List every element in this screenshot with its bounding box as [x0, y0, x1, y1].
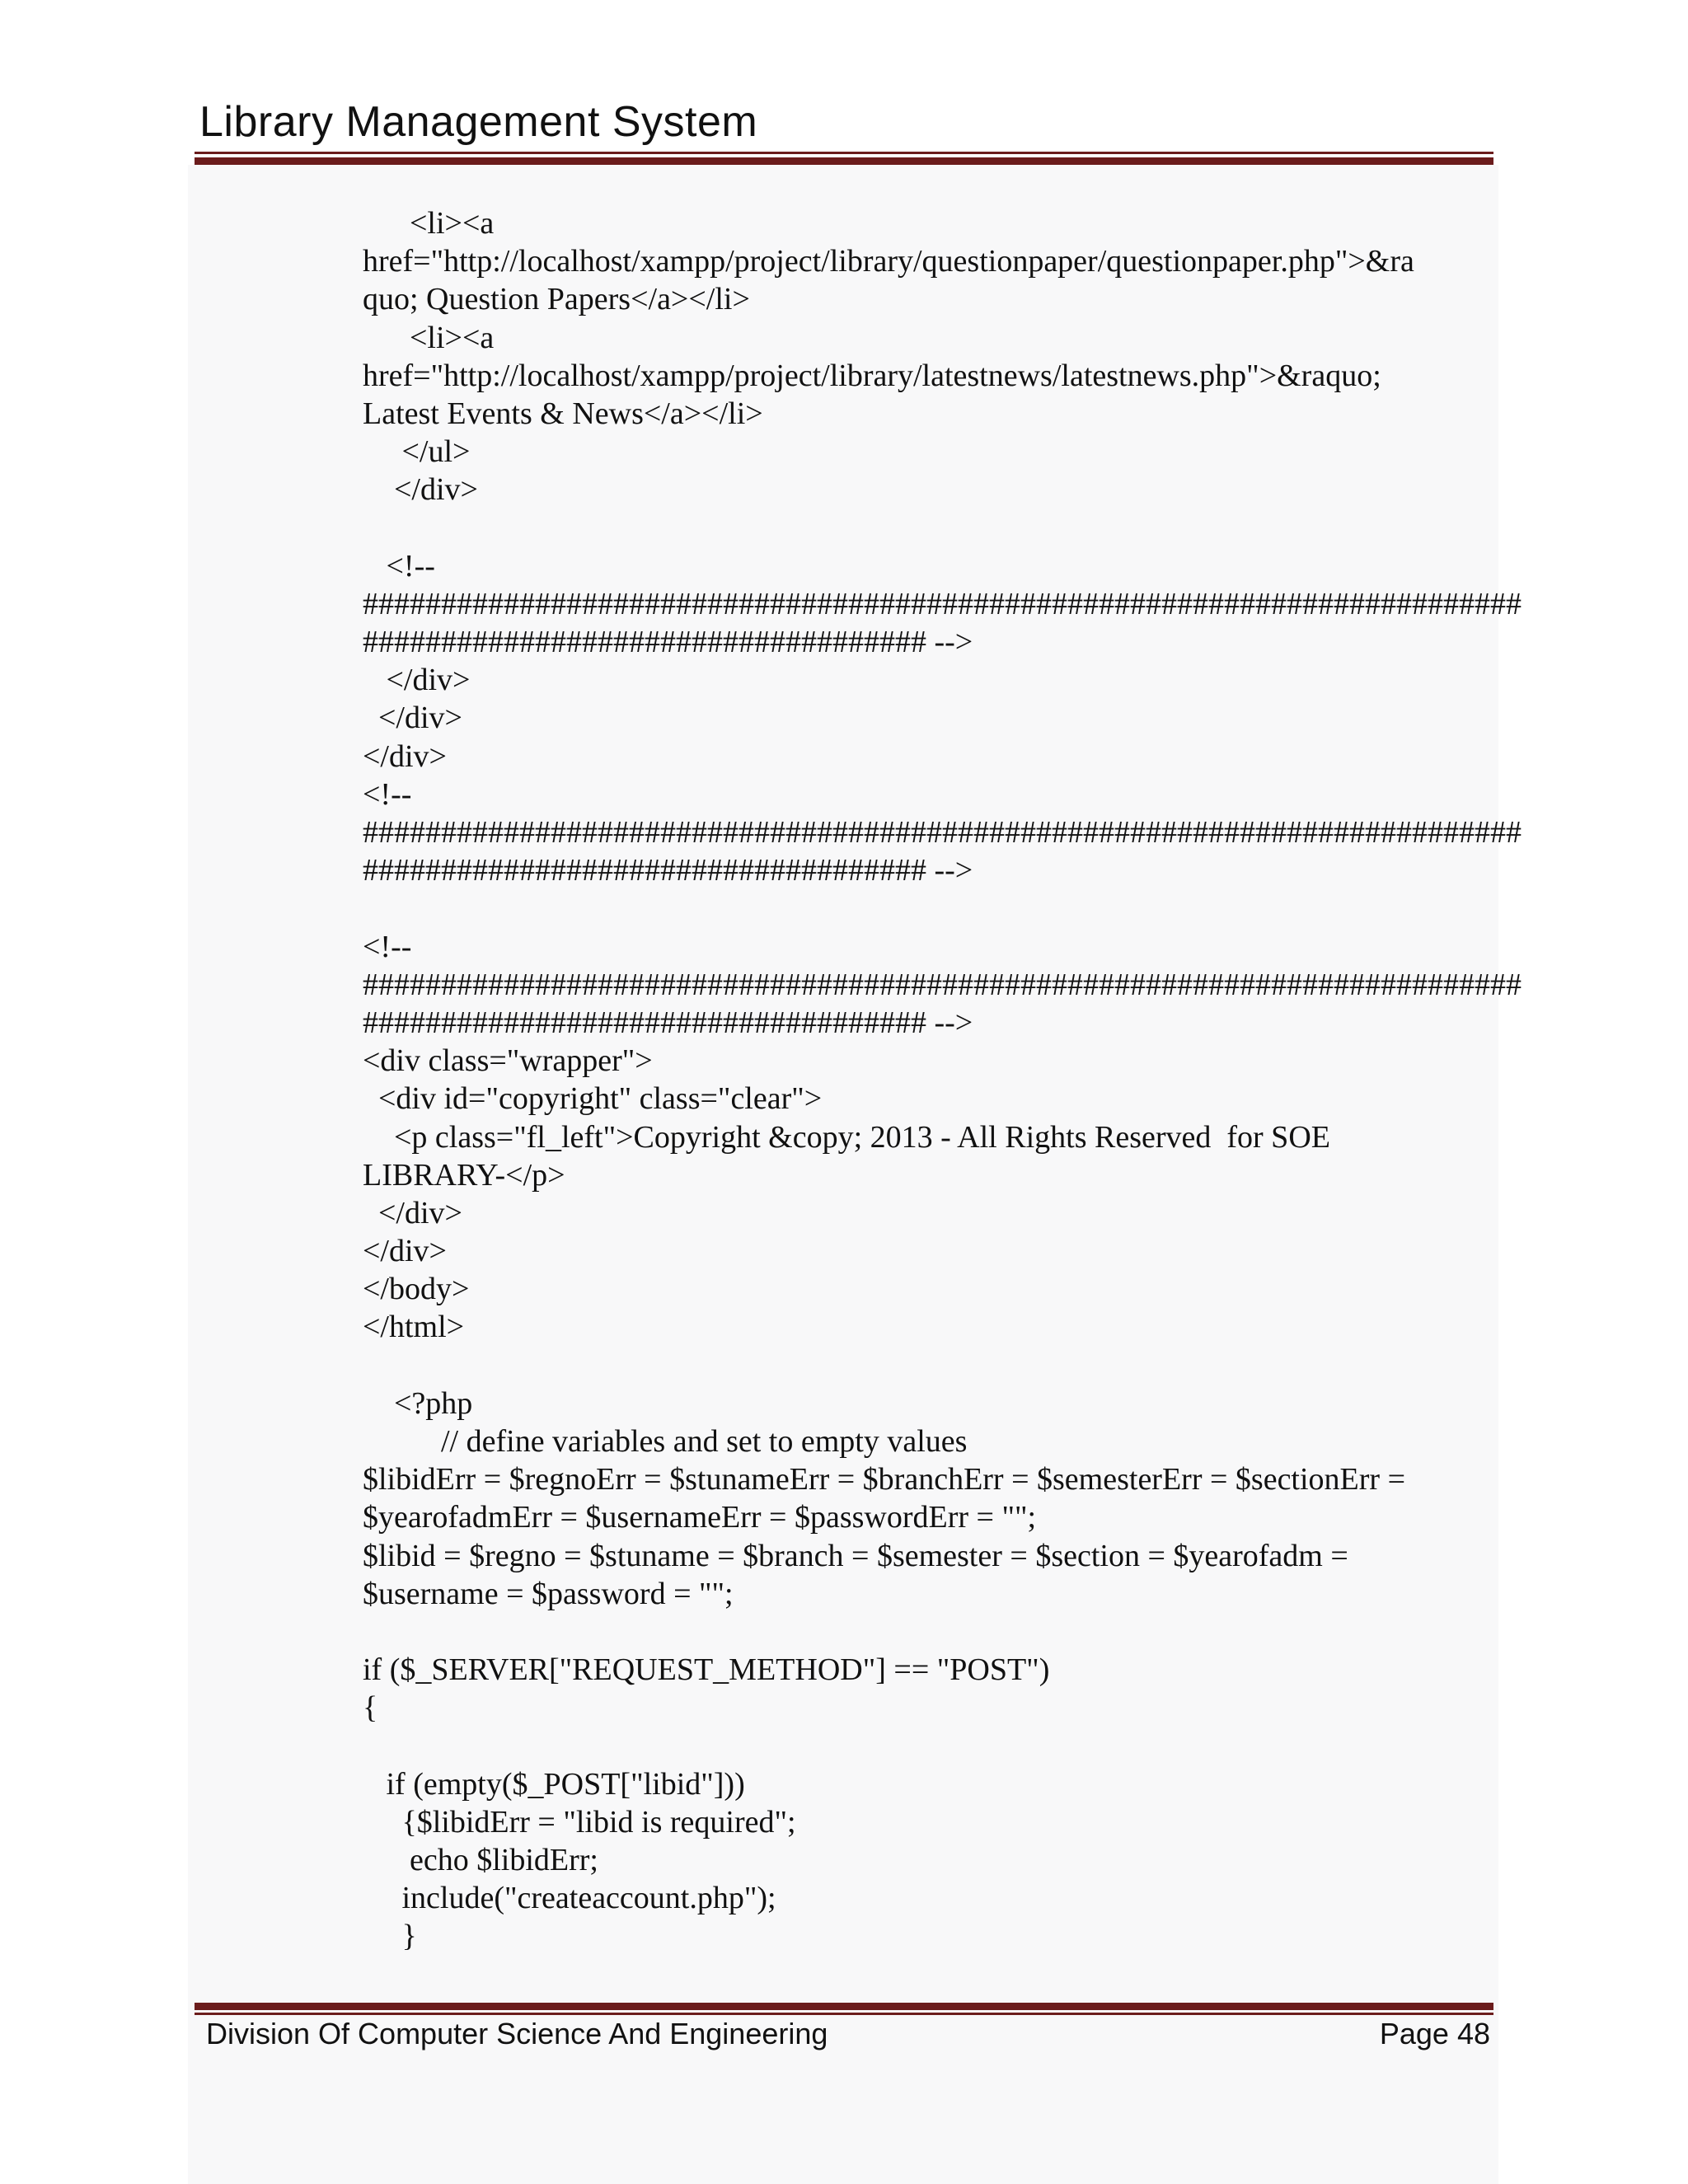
- code-line: if ($_SERVER["REQUEST_METHOD"] == "POST"): [363, 1652, 1050, 1688]
- code-line: <!--: [363, 929, 412, 964]
- code-line: if (empty($_POST["libid"])): [363, 1766, 745, 1802]
- code-line: </body>: [363, 1272, 470, 1307]
- code-line: <div class="wrapper">: [363, 1043, 653, 1079]
- code-line: quo; Question Papers</a></li>: [363, 282, 750, 317]
- code-line: {$libidErr = "libid is required";: [363, 1804, 796, 1840]
- header-rule-thin: [195, 152, 1493, 154]
- code-line: // define variables and set to empty values: [363, 1424, 968, 1459]
- code-line: </div>: [363, 738, 447, 774]
- code-line: ##########################################################################: [363, 586, 1522, 621]
- code-line: #################################### -->: [363, 853, 973, 888]
- code-line: $libidErr = $regnoErr = $stunameErr = $branchErr = $semesterErr = $sectionErr =: [363, 1462, 1406, 1497]
- code-line: </div>: [363, 663, 471, 698]
- code-line: ##########################################################################: [363, 967, 1522, 1002]
- code-line: </html>: [363, 1310, 465, 1345]
- code-line: [363, 1727, 1500, 1765]
- code-line: <?php: [363, 1385, 473, 1421]
- code-listing: [363, 204, 1522, 1956]
- code-line: [363, 1613, 1500, 1651]
- code-line: <!--: [363, 776, 412, 812]
- code-line: $libid = $regno = $stuname = $branch = $semester = $section = $yearofadm =: [363, 1538, 1348, 1573]
- page-header-title: Library Management System: [199, 98, 758, 146]
- code-line: <li><a: [363, 320, 495, 355]
- footer-rule-thin: [195, 2013, 1493, 2015]
- code-line: </div>: [363, 1195, 462, 1230]
- code-line: Latest Events & News</a></li>: [363, 396, 763, 431]
- code-line: #################################### -->: [363, 625, 973, 660]
- code-line: <p class="fl_left">Copyright &copy; 2013 - All Rights Reserved for SOE: [363, 1119, 1330, 1155]
- footer-page-number: Page 48: [1379, 2017, 1490, 2050]
- code-line: </div>: [363, 1234, 447, 1269]
- code-line: <!--: [363, 548, 435, 583]
- code-line: ##########################################################################: [363, 815, 1522, 850]
- code-line: href="http://localhost/xampp/project/library/latestnews/latestnews.php">&raquo;: [363, 358, 1381, 393]
- code-line: $username = $password = "";: [363, 1576, 734, 1611]
- code-line: $yearofadmErr = $usernameErr = $passwordErr = "";: [363, 1500, 1037, 1535]
- code-line: <div id="copyright" class="clear">: [363, 1081, 823, 1117]
- header-rule-thick: [195, 157, 1493, 165]
- code-line: </div>: [363, 701, 462, 736]
- code-line: </div>: [363, 472, 478, 508]
- footer-rule-thick: [195, 2003, 1493, 2010]
- code-line: </ul>: [363, 434, 471, 470]
- code-line: #################################### -->: [363, 1005, 973, 1040]
- code-line: [363, 509, 1500, 547]
- code-line: include("createaccount.php");: [363, 1881, 776, 1916]
- footer-division-label: Division Of Computer Science And Engineering: [206, 2017, 828, 2050]
- code-line: {: [363, 1690, 378, 1726]
- code-line: href="http://localhost/xampp/project/library/questionpaper/questionpaper.php">&ra: [363, 244, 1414, 279]
- code-line: [363, 1347, 1500, 1385]
- code-line: [363, 889, 1500, 927]
- code-line: <li><a: [363, 206, 495, 241]
- code-line: LIBRARY-</p>: [363, 1157, 565, 1193]
- code-line: }: [363, 1919, 417, 1954]
- code-line: echo $libidErr;: [363, 1843, 598, 1878]
